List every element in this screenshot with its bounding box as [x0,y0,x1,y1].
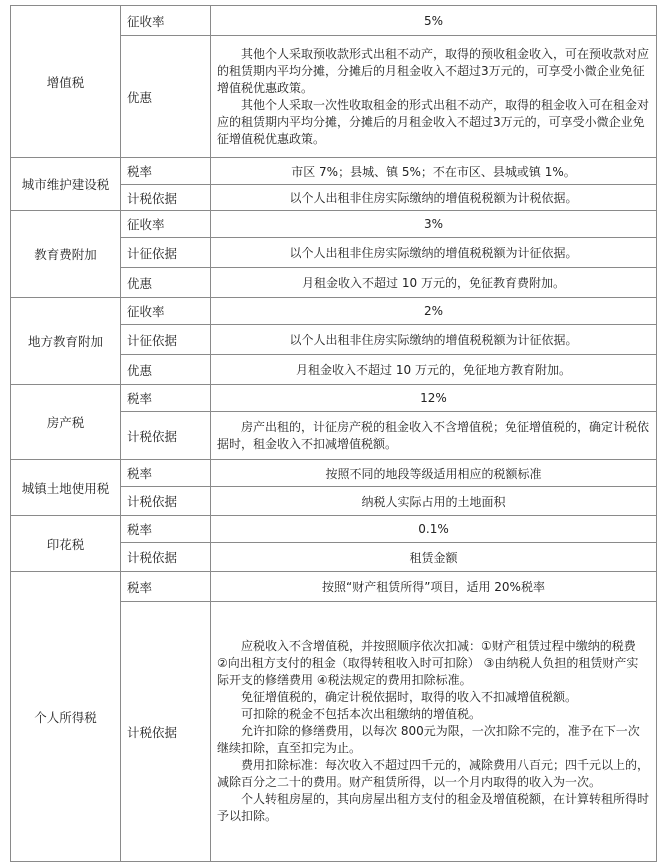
paragraph: 其他个人采取预收款形式出租不动产，取得的预收租金收入，可在预收款对应的租赁期内平均分摊，分摊后的月租金收入不超过3万元的，可享受小微企业免征增值税优惠政策。 [217,46,650,95]
item-value: 12% [211,385,657,412]
item-label: 税率 [121,460,211,487]
item-value: 以个人出租非住房实际缴纳的增值税税额为计征依据。 [211,325,657,355]
table-row [11,385,657,412]
item-value: 市区 7%；县城、镇 5%；不在市区、县城或镇 1%。 [211,158,657,185]
category-vat: 增值税 [11,6,121,158]
item-value: 5% [211,6,657,36]
paragraph: 房产出租的，计征房产税的租金收入不含增值税；免征增值税的，确定计税依据时，租金收入不扣减增值税额。 [217,419,650,451]
item-label: 计税依据 [121,412,211,460]
item-label: 优惠 [121,355,211,385]
paragraph: 免征增值税的，确定计税依据时，取得的收入不扣减增值税额。 [241,690,578,704]
item-label: 征收率 [121,6,211,36]
table-row [11,572,657,602]
item-label: 征收率 [121,298,211,325]
item-label: 税率 [121,516,211,543]
table-row [11,211,657,238]
item-value: 租赁金额 [211,543,657,572]
item-value: 2% [211,298,657,325]
item-value [211,602,657,862]
item-value: 0.1% [211,516,657,543]
category-urban-construction-tax: 城市维护建设税 [11,158,121,211]
category-individual-income-tax: 个人所得税 [11,572,121,862]
item-label: 计征依据 [121,238,211,268]
item-label: 计税依据 [121,487,211,516]
item-value: 3% [211,211,657,238]
item-value [211,36,657,158]
paragraph: 可扣除的税金不包括本次出租缴纳的增值税。 [241,707,482,721]
table-row [11,298,657,325]
item-value: 纳税人实际占用的土地面积 [211,487,657,516]
item-label: 税率 [121,158,211,185]
item-label: 计税依据 [121,185,211,211]
table-row [11,6,657,36]
item-label: 优惠 [121,268,211,298]
item-label: 计税依据 [121,602,211,862]
paragraph: 个人转租房屋的，其向房屋出租方支付的租金及增值税额，在计算转租所得时予以扣除。 [217,792,650,823]
item-label: 征收率 [121,211,211,238]
item-value: 月租金收入不超过 10 万元的，免征地方教育附加。 [211,355,657,385]
item-value: 按照不同的地段等级适用相应的税额标准 [211,460,657,487]
category-education-surcharge: 教育费附加 [11,211,121,298]
table-row [11,460,657,487]
item-value: 月租金收入不超过 10 万元的，免征教育费附加。 [211,268,657,298]
paragraph: 应税收入不含增值税，并按照顺序依次扣减：①财产租赁过程中缴纳的税费 ②向出租方支付的租金（取得转租收入时可扣除） ③由纳税人负担的租赁财产实际开支的修缮费用 ④税法规定的费用扣除标准。 [217,639,639,687]
category-property-tax: 房产税 [11,385,121,460]
paragraph: 费用扣除标准：每次收入不超过四千元的，减除费用八百元；四千元以上的，减除百分之二十的费用。财产租赁所得，以一个月内取得的收入为一次。 [217,758,650,789]
item-value: 以个人出租非住房实际缴纳的增值税税额为计征依据。 [211,238,657,268]
item-label: 计征依据 [121,325,211,355]
tax-table [10,5,657,862]
table-row [11,516,657,543]
item-value [211,412,657,460]
paragraph: 其他个人采取一次性收取租金的形式出租不动产，取得的租金收入可在租金对应的租赁期内平均分摊，分摊后的月租金收入不超过3万元的，可享受小微企业免征增值税优惠政策。 [217,97,650,146]
item-label: 税率 [121,572,211,602]
paragraph: 允许扣除的修缮费用，以每次 800元为限，一次扣除不完的，准予在下一次继续扣除，直至扣完为止。 [217,724,640,755]
item-label: 优惠 [121,36,211,158]
category-land-use-tax: 城镇土地使用税 [11,460,121,516]
item-value: 以个人出租非住房实际缴纳的增值税税额为计税依据。 [211,185,657,211]
table-row [11,158,657,185]
item-value: 按照“财产租赁所得”项目，适用 20%税率 [211,572,657,602]
category-local-education-surcharge: 地方教育附加 [11,298,121,385]
category-stamp-duty: 印花税 [11,516,121,572]
item-label: 计税依据 [121,543,211,572]
item-label: 税率 [121,385,211,412]
